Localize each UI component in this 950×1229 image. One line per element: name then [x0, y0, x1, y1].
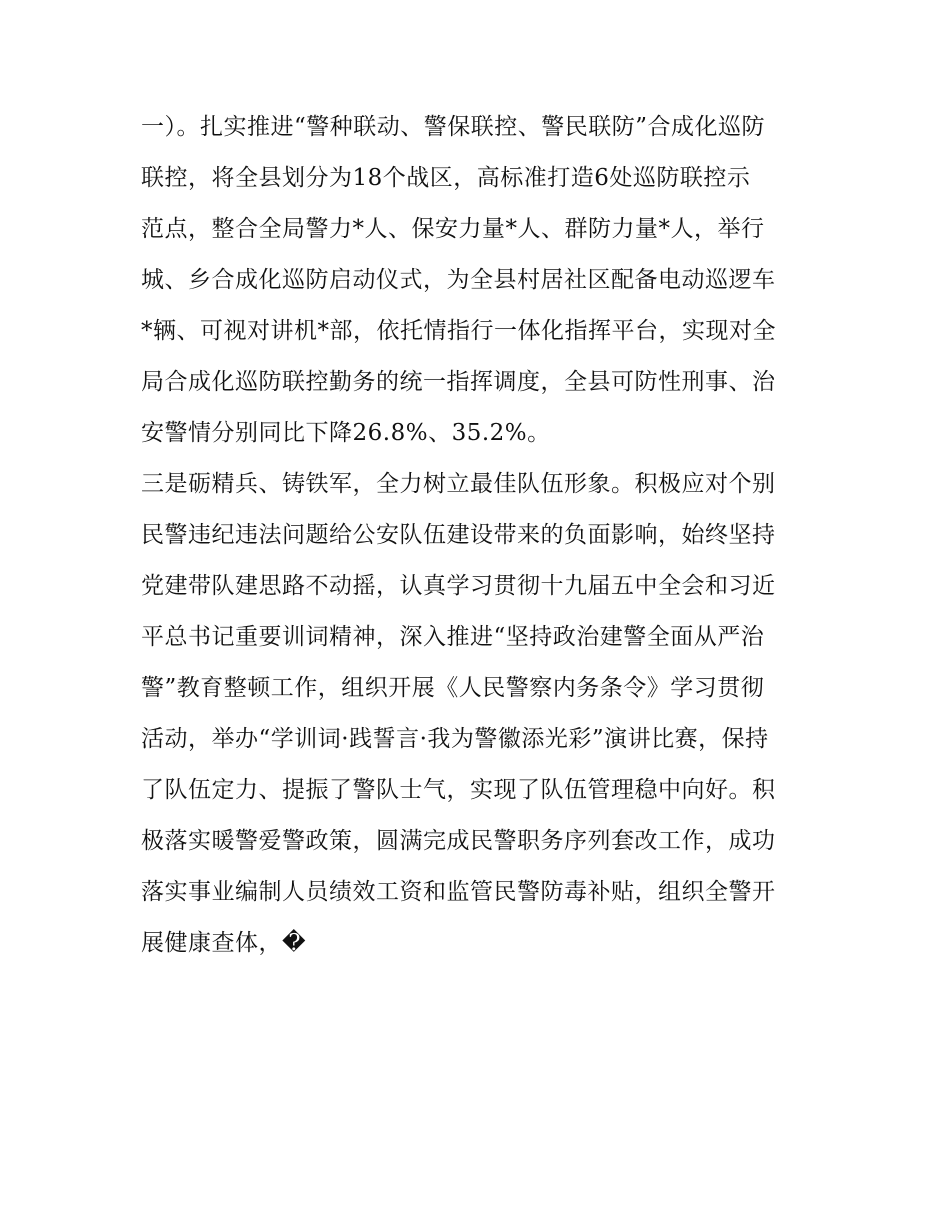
document-body [141, 102, 813, 969]
text-line: *辆、可视对讲机*部，依托情指行一体化指挥平台，实现对全 [141, 318, 776, 344]
text-line: 三是砺精兵、铸铁军，全力树立最佳队伍形象。积极应对个别 [141, 471, 776, 497]
text-line: 城、乡合成化巡防启动仪式，为全县村居社区配备电动巡逻车 [141, 267, 776, 293]
text-line: 安警情分别同比下降26.8%、35.2%。 [141, 420, 551, 446]
text-line: 平总书记重要训词精神，深入推进“坚持政治建警全面从严治 [141, 624, 765, 650]
text-line: 了队伍定力、提振了警队士气，实现了队伍管理稳中向好。积 [141, 777, 776, 803]
text-line: 警”教育整顿工作，组织开展《人民警察内务条令》学习贯彻 [141, 675, 765, 701]
text-line: 联控，将全县划分为18个战区，高标准打造6处巡防联控示 [141, 165, 751, 191]
text-line: 党建带队建思路不动摇，认真学习贯彻十九届五中全会和习近 [141, 573, 776, 599]
text-line: 落实事业编制人员绩效工资和监管民警防毒补贴，组织全警开 [141, 879, 776, 905]
text-line: 民警违纪违法问题给公安队伍建设带来的负面影响，始终坚持 [141, 522, 776, 548]
text-line: 范点，整合全局警力*人、保安力量*人、群防力量*人，举行 [141, 216, 765, 242]
text-line: 局合成化巡防联控勤务的统一指挥调度，全县可防性刑事、治 [141, 369, 776, 395]
text-line: 展健康查体，� [141, 930, 307, 956]
text-line: 一）。扎实推进“警种联动、警保联控、警民联防”合成化巡防 [141, 114, 766, 140]
text-line: 极落实暖警爱警政策，圆满完成民警职务序列套改工作，成功 [141, 828, 776, 854]
text-line: 活动，举办“学训词·践誓言·我为警徽添光彩”演讲比赛，保持 [141, 726, 769, 752]
